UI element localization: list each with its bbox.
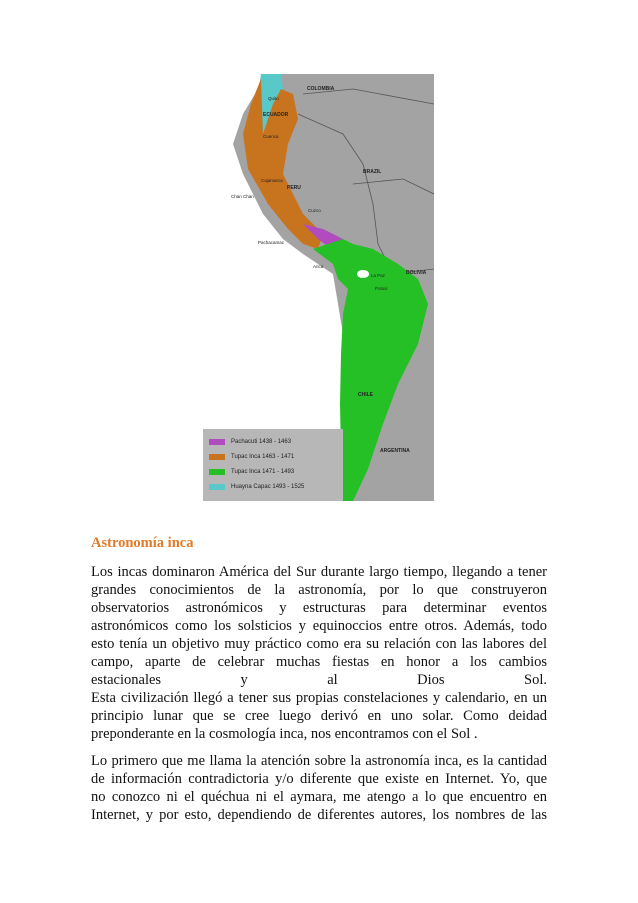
text-line: Esta civilización llegó a tener sus propias constelaciones y calendario, en un [91,690,547,706]
text-line: campo, aparte de celebrar muchas fiestas en honor a los cambios [91,654,547,670]
map-label-la-paz: La Paz [371,273,386,278]
text-line: de información contradictoria y/o diferente que existe en Internet. Yo, que [91,771,547,787]
map-label-cuzco: Cuzco [308,208,321,213]
legend-swatch [209,484,225,490]
text-line: esto tenía un objetivo muy práctico como era su relación con las labores del [91,636,547,652]
legend-label: Huayna Capac 1493 - 1525 [231,483,305,490]
text-line: preponderante en la cosmología inca, nos encontramos con el Sol . [91,726,478,742]
legend-item [209,449,341,464]
text-line: Los incas dominaron América del Sur durante largo tiempo, llegando a tener [91,564,547,580]
text-line: Lo primero que me llama la atención sobre la astronomía inca, es la cantidad [91,753,547,769]
legend-swatch [209,469,225,475]
legend-label: Tupac Inca 1471 - 1493 [231,468,295,475]
legend-label: Tupac Inca 1463 - 1471 [231,453,295,460]
text-line: Internet, y por esto, dependiendo de diferentes autores, los nombres de las [91,807,547,823]
map-label-potosi: Potosi [375,286,388,291]
map-label-pachacamac: Pachacamac [258,240,285,245]
legend-swatch [209,454,225,460]
map-label-cuenca: Cuenca [263,134,279,139]
map-label-arica: Arica [313,264,324,269]
text-line: grandes conocimientos de la astronomía, por lo que construyeron [91,582,547,598]
map-label-chile: CHILE [358,392,373,398]
map-label-brazil: BRAZIL [363,169,382,175]
map-label-peru: PERU [287,185,301,191]
map-label-argentina: ARGENTINA [380,448,410,454]
legend-swatch [209,439,225,445]
section-heading: Astronomía inca [91,535,194,551]
map-label-quito: Quito [268,96,279,101]
text-line: estacionales y al Dios Sol. [91,672,547,688]
text-line: observatorios astronómicos y estructuras para determinar eventos [91,600,547,616]
paragraph-1 [91,563,547,743]
inca-expansion-map [203,74,434,501]
paragraph-2 [91,752,547,824]
map-label-ecuador: ECUADOR [263,112,289,118]
legend-item [209,479,341,494]
map-label-cajamarca: Cajamarca [261,178,283,183]
map-legend [209,434,341,494]
legend-item [209,464,341,479]
text-line: principio lunar que se cree luego derivó en uno solar. Como deidad [91,708,547,724]
legend-item [209,434,341,449]
text-line: no conozco ni el quéchua ni el aymara, me atengo a lo que encuentro en [91,789,547,805]
map-label-chan-chan: Chan Chan [231,194,254,199]
map-label-colombia: COLOMBIA [307,86,335,92]
text-line: astronómicos como los solsticios y equinoccios entre otros. Además, todo [91,618,547,634]
map-label-bolivia: BOLIVIA [406,270,427,276]
legend-label: Pachacuti 1438 - 1463 [231,438,292,445]
